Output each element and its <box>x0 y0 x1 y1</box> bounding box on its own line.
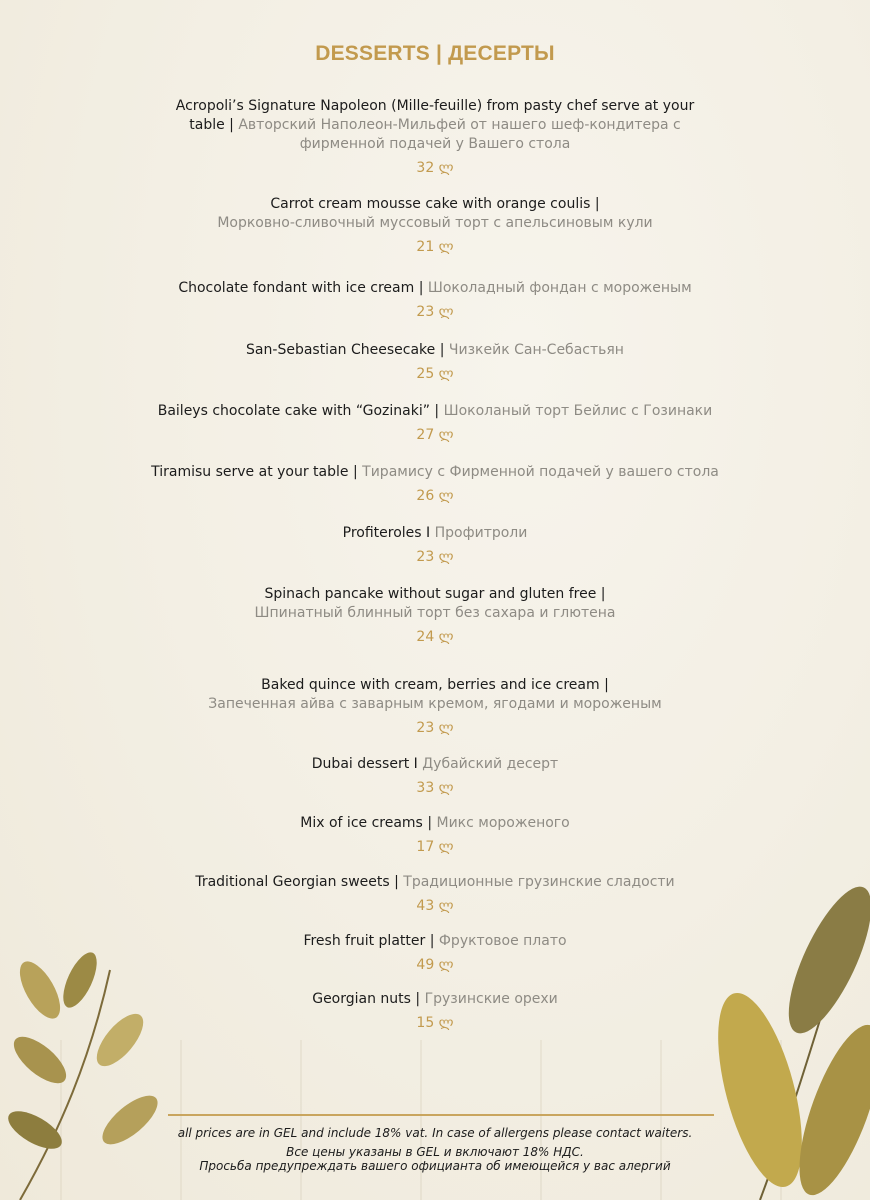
menu-item <box>0 524 870 567</box>
item-name-en: Carrot cream mousse cake with orange coulis <box>270 196 591 212</box>
menu-item-name <box>312 755 558 774</box>
item-separator: | <box>434 403 440 419</box>
item-separator: I <box>413 756 418 772</box>
item-name-en: Georgian nuts <box>312 991 411 1007</box>
menu-item <box>0 279 870 322</box>
item-separator: | <box>429 933 435 949</box>
menu-item-name <box>195 873 674 892</box>
item-separator: I <box>426 525 431 541</box>
item-separator: | <box>418 280 424 296</box>
menu-item-name <box>303 932 566 951</box>
item-price: 23 ლ <box>416 549 454 565</box>
menu-item <box>0 990 870 1033</box>
item-name-ru: Шоколадный фондан с мороженым <box>427 280 692 296</box>
item-name-en: Acropoli’s Signature Napoleon (Mille-feuille) from pasty chef serve at your table <box>175 98 695 133</box>
item-name-ru: Шоколаный торт Бейлис с Гозинаки <box>443 403 713 419</box>
item-separator: | <box>439 342 445 358</box>
footer-divider <box>168 1114 714 1116</box>
item-name-ru: Микс мороженого <box>436 815 570 831</box>
menu-item <box>0 402 870 445</box>
menu-item <box>0 585 870 647</box>
menu-item-name <box>312 990 558 1009</box>
item-name-en: Fresh fruit platter <box>303 933 426 949</box>
menu-item-name <box>246 341 624 360</box>
menu-item <box>0 97 870 178</box>
menu-item-name <box>343 524 528 543</box>
item-name-ru: Дубайский десерт <box>422 756 559 772</box>
item-separator: | <box>229 117 234 133</box>
item-separator: | <box>594 196 600 212</box>
menu-item <box>0 932 870 975</box>
menu-item-name <box>163 97 708 154</box>
menu-item <box>0 873 870 916</box>
item-name-ru: Грузинские орехи <box>424 991 558 1007</box>
item-name-en: Dubai dessert <box>311 756 410 772</box>
item-name-en: Baileys chocolate cake with “Gozinaki” <box>157 403 430 419</box>
item-name-en: Baked quince with cream, berries and ice cream <box>261 677 600 693</box>
item-name-ru: Традиционные грузинские сладости <box>403 874 675 890</box>
item-price: 43 ლ <box>416 898 454 914</box>
item-name-ru: Авторский Наполеон-Мильфей от нашего шеф-кондитера с фирменной подачей у Вашего стола <box>238 117 681 152</box>
item-name-ru: Тирамису с Фирменной подачей у вашего стола <box>362 464 719 480</box>
item-price: 24 ლ <box>416 629 454 645</box>
item-name-en: Mix of ice creams <box>300 815 423 831</box>
section-title: DESSERTS | ДЕСЕРТЫ <box>315 42 555 65</box>
item-name-en: Profiteroles <box>342 525 422 541</box>
menu-item <box>0 676 870 738</box>
item-name-ru: Профитроли <box>434 525 528 541</box>
item-name-en: Tiramisu serve at your table <box>151 464 349 480</box>
footer-note-ru-2: Просьба предупреждать вашего официанта об имеющейся у вас алергий <box>199 1159 671 1173</box>
item-name-ru: Чизкейк Сан-Себастьян <box>448 342 624 358</box>
item-name-ru: Фруктовое плато <box>438 933 567 949</box>
menu-item-name <box>158 402 713 421</box>
menu-item <box>0 814 870 857</box>
menu-item <box>0 463 870 506</box>
item-price: 21 ლ <box>416 239 454 255</box>
menu-item-name <box>254 585 615 623</box>
item-price: 26 ლ <box>416 488 454 504</box>
item-price: 17 ლ <box>416 839 454 855</box>
item-name-ru: Запеченная айва с заварным кремом, ягодами и мороженым <box>208 696 662 712</box>
menu-item-name <box>300 814 569 833</box>
item-name-ru: Морковно-сливочный муссовый торт с апельсиновым кули <box>217 215 653 231</box>
menu-item <box>0 755 870 798</box>
item-price: 49 ლ <box>416 957 454 973</box>
item-name-en: Chocolate fondant with ice cream <box>178 280 415 296</box>
item-separator: | <box>352 464 358 480</box>
item-separator: | <box>427 815 433 831</box>
item-name-ru: Шпинатный блинный торт без сахара и глютена <box>254 605 616 621</box>
item-name-en: San-Sebastian Cheesecake <box>246 342 436 358</box>
menu-item-name <box>208 676 661 714</box>
menu-item <box>0 341 870 384</box>
menu-item <box>0 195 870 257</box>
item-price: 23 ლ <box>416 720 454 736</box>
footer-note-en: all prices are in GEL and include 18% vat. In case of allergens please contact waiters. <box>177 1126 693 1140</box>
item-price: 23 ლ <box>416 304 454 320</box>
item-separator: | <box>415 991 421 1007</box>
item-price: 25 ლ <box>416 366 454 382</box>
item-name-en: Spinach pancake without sugar and gluten free <box>264 586 597 602</box>
item-price: 15 ლ <box>416 1015 454 1031</box>
menu-item-name <box>151 463 719 482</box>
item-price: 33 ლ <box>416 780 454 796</box>
footer-note-ru-1: Все цены указаны в GEL и включают 18% НДС. <box>286 1145 584 1159</box>
item-separator: | <box>394 874 399 890</box>
item-name-en: Traditional Georgian sweets <box>195 874 390 890</box>
item-price: 27 ლ <box>416 427 454 443</box>
item-price: 32 ლ <box>416 160 454 176</box>
item-separator: | <box>604 677 609 693</box>
menu-item-name <box>178 279 691 298</box>
item-separator: | <box>600 586 606 602</box>
menu-item-name <box>217 195 652 233</box>
